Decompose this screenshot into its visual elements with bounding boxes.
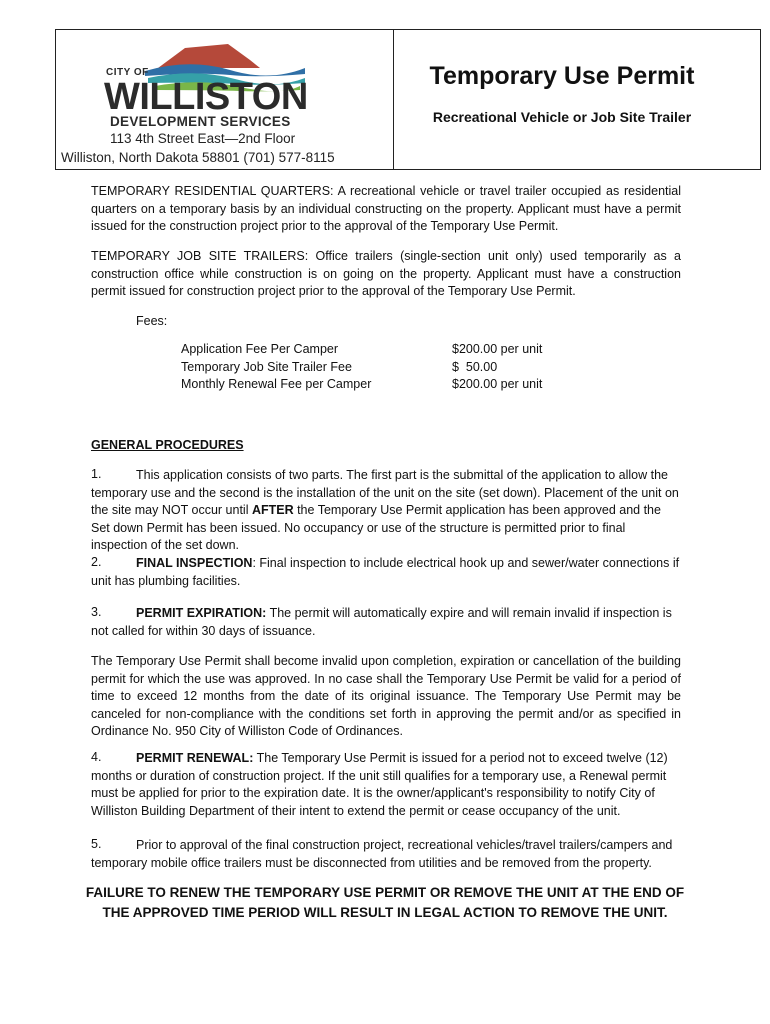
item1-text-b: the Temporary Use Permit application has been approved and the Set down Permit has been issued. No occupancy or use of the structure is permitted prior to final inspection of the set down. <box>91 503 661 552</box>
item1-bold: AFTER <box>251 503 294 517</box>
address-line-1: 113 4th Street East—2nd Floor <box>110 131 296 146</box>
warning-notice: FAILURE TO RENEW THE TEMPORARY USE PERMIT OR REMOVE THE UNIT AT THE END OF THE APPROVED TIME PERIOD WILL RESULT IN LEGAL ACTION TO REMOVE THE UNIT. <box>85 885 685 920</box>
fees-label: Fees: <box>136 314 168 328</box>
item3-label: PERMIT EXPIRATION: <box>136 606 267 620</box>
fee-amount: $200.00 per unit <box>452 342 543 356</box>
fee-name: Application Fee Per Camper <box>181 342 339 356</box>
fee-amount: $200.00 per unit <box>452 377 543 391</box>
procedure-item-1 <box>91 467 681 555</box>
residential-quarters-paragraph <box>91 183 681 236</box>
fee-amount: $ 50.00 <box>452 360 498 374</box>
item2-label: FINAL INSPECTION <box>136 556 253 570</box>
item4-label: PERMIT RENEWAL: <box>136 751 254 765</box>
residential-text: A recreational vehicle or travel trailer occupied as residential quarters on a temporary basis by an individual constructing on the property. Applicant must have a permit issued for the construction project prior to the approval of the Temporary Use Permit. <box>91 184 681 233</box>
hill-shape <box>158 44 260 68</box>
fee-name: Monthly Renewal Fee per Camper <box>181 377 372 391</box>
residential-label: TEMPORARY RESIDENTIAL QUARTERS: <box>91 184 334 198</box>
job-site-paragraph: TEMPORARY JOB SITE TRAILERS: Office trailers (single-section unit only) used temporarily as a construction office while construction is on going on the property. Applicant must have a construction permit issued for construction project prior to the approval of the Temporary Use Permit. <box>91 249 681 298</box>
item-number: 1. <box>91 467 102 481</box>
item1-text-a: This application consists of two parts. The first part is the submittal of the application to allow the temporary use and the second is the installation of the unit on the site (set down). Placement of the unit on the site may NOT occur until <box>91 468 679 517</box>
item-number: 2. <box>91 555 102 569</box>
procedure-item-3 <box>91 605 681 640</box>
item4-text: The Temporary Use Permit is issued for a period not to exceed twelve (12) months or duration of construction project. If the unit still qualifies for a temporary use, a Renewal permit must be applied for prior to the expiration date. It is the owner/applicant's responsibility to notify City of Williston Building Department of their intent to extend the permit or cease occupancy of the unit. <box>91 751 668 818</box>
procedure-item-2 <box>91 555 681 590</box>
logo-development-services: DEVELOPMENT SERVICES <box>110 114 291 129</box>
permit-subtitle: Recreational Vehicle or Job Site Trailer <box>432 109 692 125</box>
general-procedures-heading: GENERAL PROCEDURES <box>91 438 244 452</box>
item-number: 3. <box>91 605 102 619</box>
item-number: 4. <box>91 750 102 764</box>
item3-text: The permit will automatically expire and will remain invalid if inspection is not called for within 30 days of issuance. <box>91 606 672 638</box>
item-number: 5. <box>91 837 102 851</box>
logo-city-of: CITY OF <box>106 67 149 78</box>
procedure-item-4 <box>91 750 681 820</box>
header-divider <box>393 29 394 170</box>
address-line-2: Williston, North Dakota 58801 (701) 577-8115 <box>61 150 335 165</box>
permit-title: Temporary Use Permit <box>429 62 695 90</box>
procedure-item-5: Prior to approval of the final construction project, recreational vehicles/travel trailers/campers and temporary mobile office trailers must be disconnected from utilities and be removed from the property. <box>91 838 673 870</box>
logo-williston: WILLISTON <box>104 76 308 118</box>
item2-text: : Final inspection to include electrical hook up and sewer/water connections if unit has plumbing facilities. <box>91 556 680 588</box>
fee-name: Temporary Job Site Trailer Fee <box>181 360 352 374</box>
procedure-item-3-continued: The Temporary Use Permit shall become invalid upon completion, expiration or cancellation of the building permit for which the use was approved. In no case shall the Temporary Use Permit be valid for a period of time to exceed 12 months from the date of its original issuance. The Temporary Use Permit may be canceled for non-compliance with the conditions set forth in approving the permit and/or as specified in Ordinance No. 950 City of Williston Code of Ordinances. <box>91 654 681 738</box>
